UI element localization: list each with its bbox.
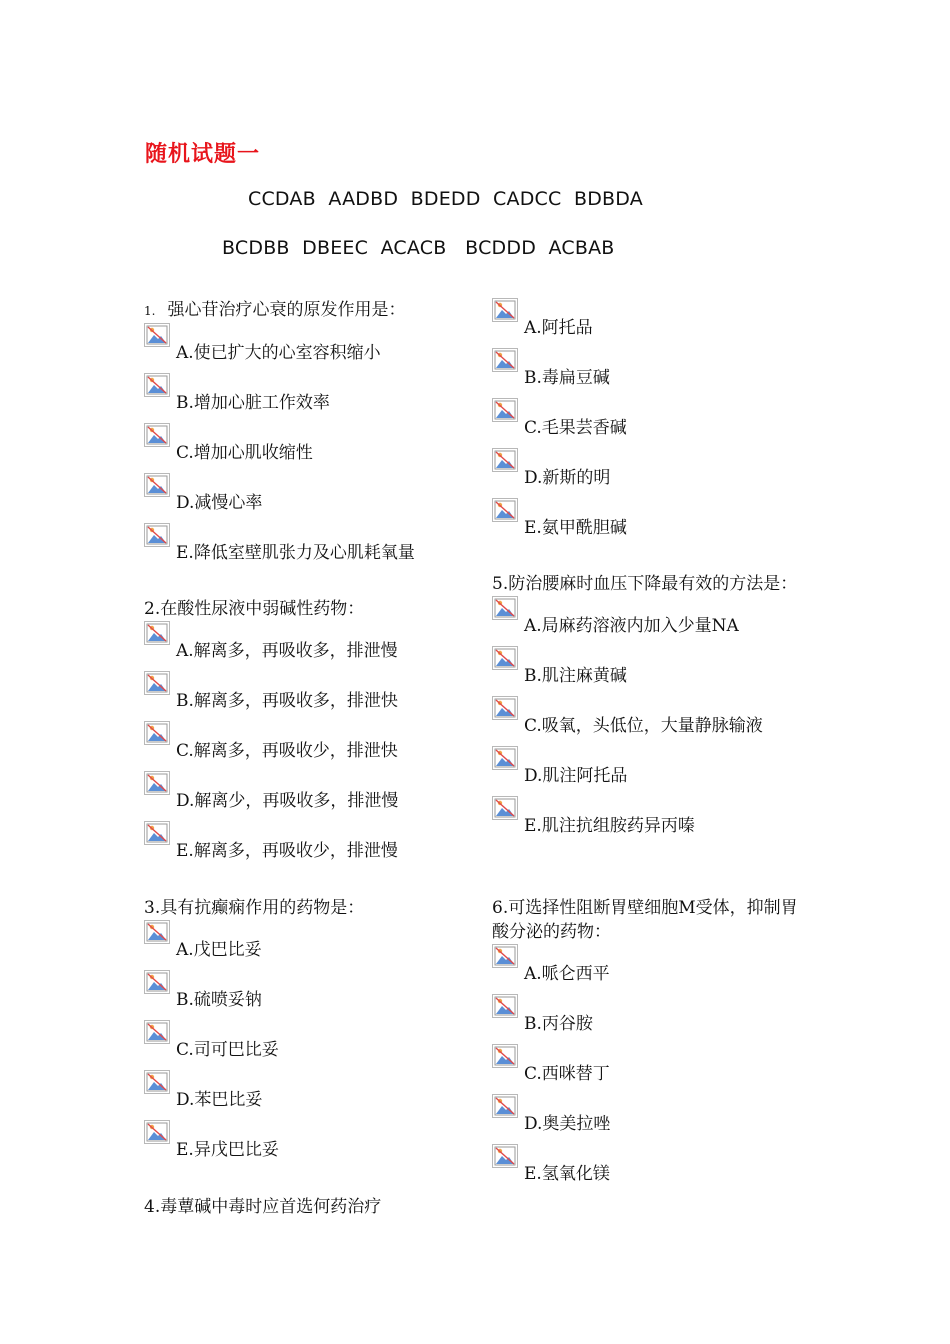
option-label: E.异戊巴比妥	[176, 1140, 279, 1160]
broken-image-icon	[492, 944, 518, 968]
option-d[interactable]	[492, 448, 812, 498]
question-stem: 6.可选择性阻断胃壁细胞M受体，抑制胃酸分泌的药物：	[492, 898, 798, 942]
option-e[interactable]	[492, 498, 812, 548]
broken-image-icon	[144, 771, 170, 795]
option-a[interactable]	[492, 298, 812, 348]
option-label: B.毒扁豆碱	[524, 368, 610, 388]
option-label: A.局麻药溶液内加入少量NA	[524, 616, 739, 636]
option-e[interactable]	[144, 821, 464, 871]
option-label: C.解离多，再吸收少，排泄快	[176, 741, 398, 761]
option-e[interactable]	[492, 1144, 802, 1194]
broken-image-icon	[492, 796, 518, 820]
option-label: D.肌注阿托品	[524, 766, 628, 786]
option-a[interactable]	[144, 323, 464, 373]
question-stem: 2.在酸性尿液中弱碱性药物：	[144, 599, 365, 619]
option-c[interactable]	[144, 721, 464, 771]
broken-image-icon	[144, 523, 170, 547]
option-label: D.解离少，再吸收多，排泄慢	[176, 791, 399, 811]
option-label: E.肌注抗组胺药异丙嗪	[524, 816, 695, 836]
option-label: E.氨甲酰胆碱	[524, 518, 627, 538]
question-3	[144, 896, 464, 1170]
option-label: B.肌注麻黄碱	[524, 666, 627, 686]
broken-image-icon	[144, 621, 170, 645]
question-1	[144, 298, 464, 573]
option-d[interactable]	[492, 1094, 802, 1144]
option-b[interactable]	[492, 646, 802, 696]
broken-image-icon	[492, 994, 518, 1018]
right-column-q5	[492, 572, 802, 846]
option-label: C.吸氧，头低位，大量静脉输液	[524, 716, 763, 736]
option-d[interactable]	[492, 746, 802, 796]
option-label: C.增加心肌收缩性	[176, 443, 313, 463]
question-2	[144, 597, 464, 871]
option-b[interactable]	[144, 970, 464, 1020]
option-a[interactable]	[144, 621, 464, 671]
broken-image-icon	[144, 970, 170, 994]
option-label: E.降低室壁肌张力及心肌耗氧量	[176, 543, 415, 563]
broken-image-icon	[144, 1020, 170, 1044]
option-c[interactable]	[492, 1044, 802, 1094]
option-label: A.哌仑西平	[524, 964, 610, 984]
option-c[interactable]	[144, 1020, 464, 1070]
left-column-q3	[144, 896, 464, 1170]
question-5	[492, 572, 802, 846]
option-a[interactable]	[492, 944, 802, 994]
broken-image-icon	[144, 1070, 170, 1094]
broken-image-icon	[492, 448, 518, 472]
option-label: C.毛果芸香碱	[524, 418, 627, 438]
answer-key-line-1: CCDAB AADBD BDEDD CADCC BDBDA	[248, 188, 643, 210]
left-column-q2	[144, 597, 464, 871]
option-d[interactable]	[144, 771, 464, 821]
broken-image-icon	[144, 373, 170, 397]
option-label: E.氢氧化镁	[524, 1164, 610, 1184]
option-label: C.司可巴比妥	[176, 1040, 279, 1060]
question-4-stem: 4.毒蕈碱中毒时应首选何药治疗	[144, 1197, 382, 1217]
option-d[interactable]	[144, 473, 464, 523]
right-column-q6	[492, 896, 802, 1194]
option-label: D.减慢心率	[176, 493, 263, 513]
option-b[interactable]	[144, 671, 464, 721]
broken-image-icon	[144, 1120, 170, 1144]
option-a[interactable]	[144, 920, 464, 970]
question-stem: 5.防治腰麻时血压下降最有效的方法是：	[492, 574, 798, 594]
option-c[interactable]	[492, 696, 802, 746]
broken-image-icon	[144, 821, 170, 845]
option-label: B.增加心脏工作效率	[176, 393, 330, 413]
answer-key-line-2: BCDBB DBEEC ACACB BCDDD ACBAB	[222, 237, 615, 259]
option-b[interactable]	[492, 994, 802, 1044]
option-label: B.丙谷胺	[524, 1014, 593, 1034]
broken-image-icon	[492, 596, 518, 620]
option-label: A.使已扩大的心室容积缩小	[176, 343, 381, 363]
broken-image-icon	[492, 1044, 518, 1068]
option-e[interactable]	[144, 523, 464, 573]
broken-image-icon	[144, 671, 170, 695]
broken-image-icon	[492, 1144, 518, 1168]
broken-image-icon	[144, 323, 170, 347]
question-stem: 3.具有抗癫痫作用的药物是：	[144, 898, 365, 918]
option-c[interactable]	[144, 423, 464, 473]
broken-image-icon	[492, 498, 518, 522]
option-e[interactable]	[492, 796, 802, 846]
option-b[interactable]	[144, 373, 464, 423]
option-label: E.解离多，再吸收少，排泄慢	[176, 841, 398, 861]
broken-image-icon	[492, 1094, 518, 1118]
option-label: B.解离多，再吸收多，排泄快	[176, 691, 398, 711]
question-stem	[144, 298, 464, 323]
option-e[interactable]	[144, 1120, 464, 1170]
option-a[interactable]	[492, 596, 802, 646]
option-label: D.苯巴比妥	[176, 1090, 263, 1110]
broken-image-icon	[492, 398, 518, 422]
option-label: A.阿托品	[524, 318, 593, 338]
broken-image-icon	[492, 746, 518, 770]
broken-image-icon	[144, 473, 170, 497]
broken-image-icon	[492, 298, 518, 322]
broken-image-icon	[492, 646, 518, 670]
question-6	[492, 896, 802, 1194]
left-column	[144, 298, 464, 573]
option-label: C.西咪替丁	[524, 1064, 610, 1084]
broken-image-icon	[492, 348, 518, 372]
broken-image-icon	[492, 696, 518, 720]
left-column-q4	[144, 1195, 464, 1219]
page-title: 随机试题一	[145, 142, 261, 167]
question-number: 1.	[144, 304, 156, 318]
option-label: A.解离多，再吸收多，排泄慢	[176, 641, 398, 661]
option-label: A.戊巴比妥	[176, 940, 262, 960]
broken-image-icon	[144, 920, 170, 944]
option-label: D.奥美拉唑	[524, 1114, 611, 1134]
question-text: 强心苷治疗心衰的原发作用是：	[167, 300, 406, 320]
option-c[interactable]	[492, 398, 812, 448]
broken-image-icon	[144, 423, 170, 447]
option-label: B.硫喷妥钠	[176, 990, 262, 1010]
right-column-q4-options	[492, 298, 812, 548]
option-label: D.新斯的明	[524, 468, 611, 488]
option-d[interactable]	[144, 1070, 464, 1120]
option-b[interactable]	[492, 348, 812, 398]
broken-image-icon	[144, 721, 170, 745]
